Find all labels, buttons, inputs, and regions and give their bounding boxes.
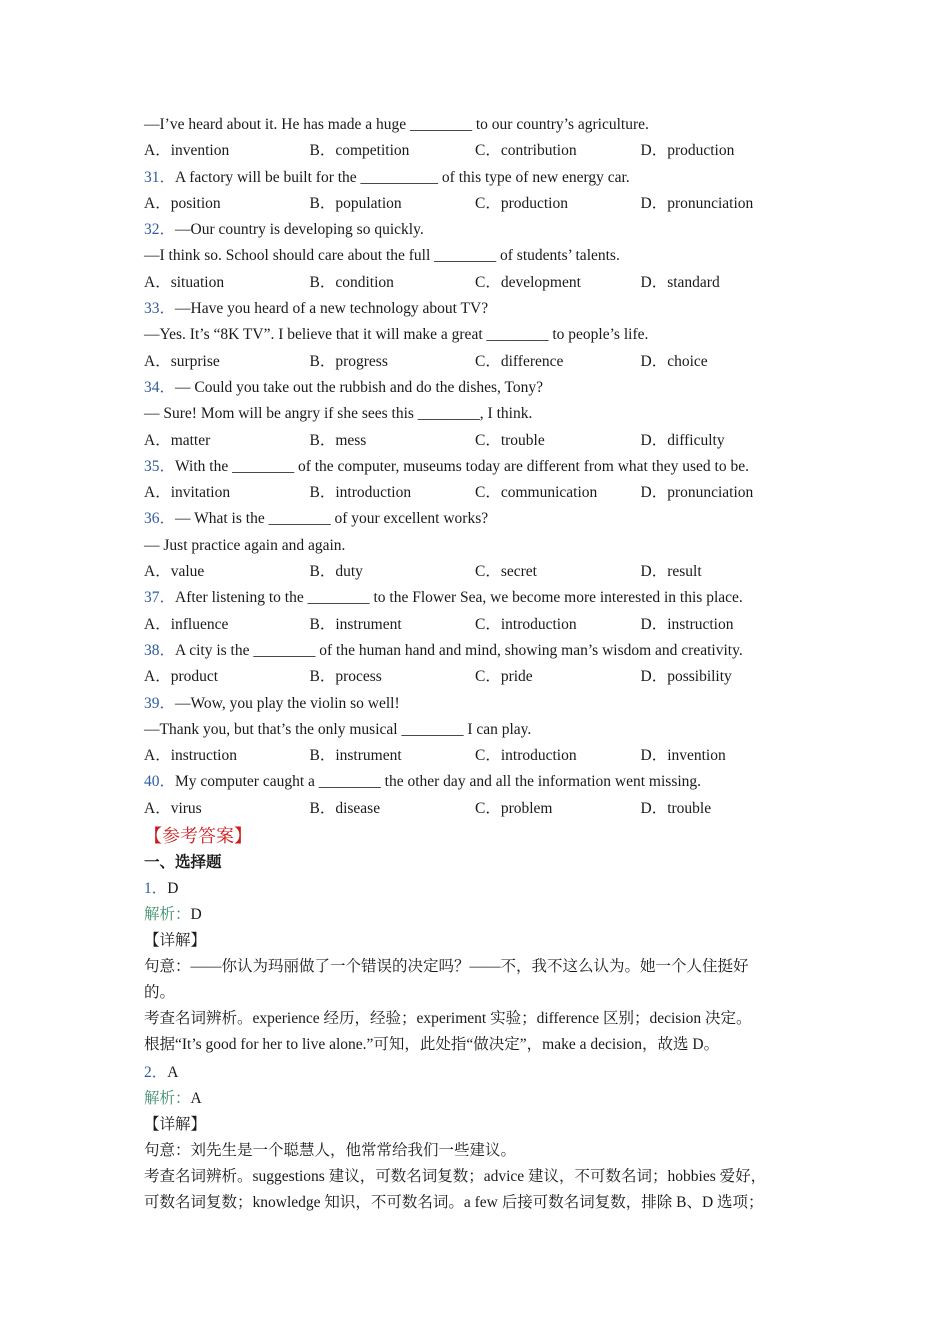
option-d[interactable]: D．result [640,563,702,581]
option-a[interactable]: A．position [144,194,221,212]
question-32-dialogue: —I think so. School should care about the full ________ of students’ talents. [144,247,620,265]
question-39-dialogue: —Thank you, but that’s the only musical ________ I can play. [144,720,532,738]
option-a[interactable]: A．matter [144,431,211,449]
question-39-options [144,743,824,769]
option-c[interactable]: C．difference [475,352,564,370]
option-d[interactable]: D．possibility [640,668,732,686]
word-analysis: 考查名词辨析。suggestions 建议，可数名词复数；advice 建议，不可数名词；hobbies 爱好， [144,1168,767,1186]
option-a[interactable]: A．surprise [144,352,220,370]
option-c[interactable]: C．contribution [475,142,577,160]
option-b[interactable]: B．condition [309,273,394,291]
question-text: A city is the ________ of the human hand and mind, showing man’s wisdom and creativity. [175,641,743,659]
option-a[interactable]: A．product [144,668,219,686]
question-30-options [144,138,824,164]
option-d[interactable]: D．pronunciation [640,194,754,212]
sentence-meaning: 句意：刘先生是一个聪慧人，他常常给我们一些建议。 [144,1142,517,1160]
option-b[interactable]: B．instrument [309,615,402,633]
answer-2 [144,1060,824,1086]
question-number: 35． [144,457,176,475]
word-analysis: 考查名词辨析。experience 经历，经验；experiment 实验；difference 区别；decision 决定。 [144,1010,752,1028]
option-b[interactable]: B．process [309,668,382,686]
option-a[interactable]: A．situation [144,273,225,291]
answer-2-analysis [144,1086,824,1112]
question-number: 40． [144,773,176,791]
option-c[interactable]: C．problem [475,799,553,817]
question-number: 33． [144,300,176,318]
analysis-value: A [190,1090,202,1108]
question-number: 39． [144,694,176,712]
question-36-options [144,559,824,585]
question-text: — What is the ________ of your excellent works? [175,510,489,528]
option-d[interactable]: D．standard [640,273,720,291]
answer-value: D [167,880,179,898]
option-c[interactable]: C．pride [475,668,533,686]
question-text: — Could you take out the rubbish and do the dishes, Tony? [175,378,544,396]
option-a[interactable]: A．virus [144,799,202,817]
document-content [144,112,824,1216]
question-31-options [144,191,824,217]
question-39 [144,691,824,717]
option-d[interactable]: D．pronunciation [640,484,754,502]
option-b[interactable]: B．disease [309,799,381,817]
analysis-label: 解析： [144,906,191,924]
answer-number: 2． [144,1064,168,1082]
question-text: After listening to the ________ to the Flower Sea, we become more interested in this place. [175,589,743,607]
sentence-meaning-cont: 的。 [144,984,176,1002]
option-b[interactable]: B．duty [309,563,363,581]
option-d[interactable]: D．trouble [640,799,712,817]
option-d[interactable]: D．instruction [640,615,734,633]
option-c[interactable]: C．trouble [475,431,545,449]
question-text: —Have you heard of a new technology about TV? [175,300,489,318]
answer-value: A [167,1064,179,1082]
option-a[interactable]: A．influence [144,615,229,633]
option-c[interactable]: C．introduction [475,747,577,765]
question-32 [144,217,824,243]
question-38 [144,638,824,664]
question-30-dialogue: —I’ve heard about it. He has made a huge ________ to our country’s agriculture. [144,116,649,133]
option-b[interactable]: B．progress [309,352,388,370]
conclusion: 根据“It’s good for her to live alone.”可知，此处指“做决定”，make a decision，故选 D。 [144,1036,720,1054]
option-b[interactable]: B．competition [309,142,410,160]
word-analysis-cont: 可数名词复数；knowledge 知识，不可数名词。a few 后接可数名词复数，排除 B、D 选项； [144,1194,764,1212]
option-d[interactable]: D．difficulty [640,431,725,449]
question-number: 38． [144,641,176,659]
question-text: —Our country is developing so quickly. [175,221,424,239]
question-34-dialogue: — Sure! Mom will be angry if she sees this ________, I think. [144,405,533,423]
option-c[interactable]: C．production [475,194,568,212]
option-d[interactable]: D．invention [640,747,726,765]
question-38-options [144,664,824,690]
option-d[interactable]: D．production [640,142,735,160]
option-b[interactable]: B．population [309,194,402,212]
question-33-options [144,349,824,375]
question-37 [144,585,824,611]
analysis-label: 解析： [144,1090,191,1108]
question-number: 34． [144,378,176,396]
question-31 [144,165,824,191]
answer-1-analysis [144,902,824,928]
option-c[interactable]: C．development [475,273,581,291]
option-a[interactable]: A．invention [144,142,230,160]
option-b[interactable]: B．instrument [309,747,402,765]
question-number: 31． [144,168,176,186]
question-36-dialogue: — Just practice again and again. [144,536,346,554]
question-36 [144,506,824,532]
option-a[interactable]: A．instruction [144,747,237,765]
answer-key-heading: 【参考答案】 [144,826,252,847]
option-a[interactable]: A．invitation [144,484,231,502]
question-40-options [144,796,824,822]
question-number: 37． [144,589,176,607]
question-35 [144,454,824,480]
question-text: With the ________ of the computer, museums today are different from what they used to be. [175,457,749,475]
option-c[interactable]: C．secret [475,563,537,581]
option-b[interactable]: B．mess [309,431,367,449]
question-number: 32． [144,221,176,239]
question-34-options [144,428,824,454]
question-text: —Wow, you play the violin so well! [175,694,400,712]
question-text: A factory will be built for the __________ of this type of new energy car. [175,168,630,186]
question-34 [144,375,824,401]
answer-1 [144,876,824,902]
question-33 [144,296,824,322]
answer-number: 1． [144,880,168,898]
question-text: My computer caught a ________ the other day and all the information went missing. [175,773,702,791]
sentence-meaning: 句意：——你认为玛丽做了一个错误的决定吗？——不，我不这么认为。她一个人住挺好 [144,958,749,976]
option-c[interactable]: C．communication [475,484,598,502]
question-number: 36． [144,510,176,528]
analysis-value: D [190,906,202,924]
question-40 [144,769,824,795]
question-35-options [144,480,824,506]
detail-label: 【详解】 [144,1116,207,1134]
question-33-dialogue: —Yes. It’s “8K TV”. I believe that it will make a great ________ to people’s life. [144,326,649,344]
detail-label: 【详解】 [144,932,207,950]
option-a[interactable]: A．value [144,563,205,581]
option-d[interactable]: D．choice [640,352,708,370]
option-b[interactable]: B．introduction [309,484,412,502]
section-heading: 一、选择题 [144,854,222,872]
option-c[interactable]: C．introduction [475,615,577,633]
question-37-options [144,612,824,638]
question-32-options [144,270,824,296]
